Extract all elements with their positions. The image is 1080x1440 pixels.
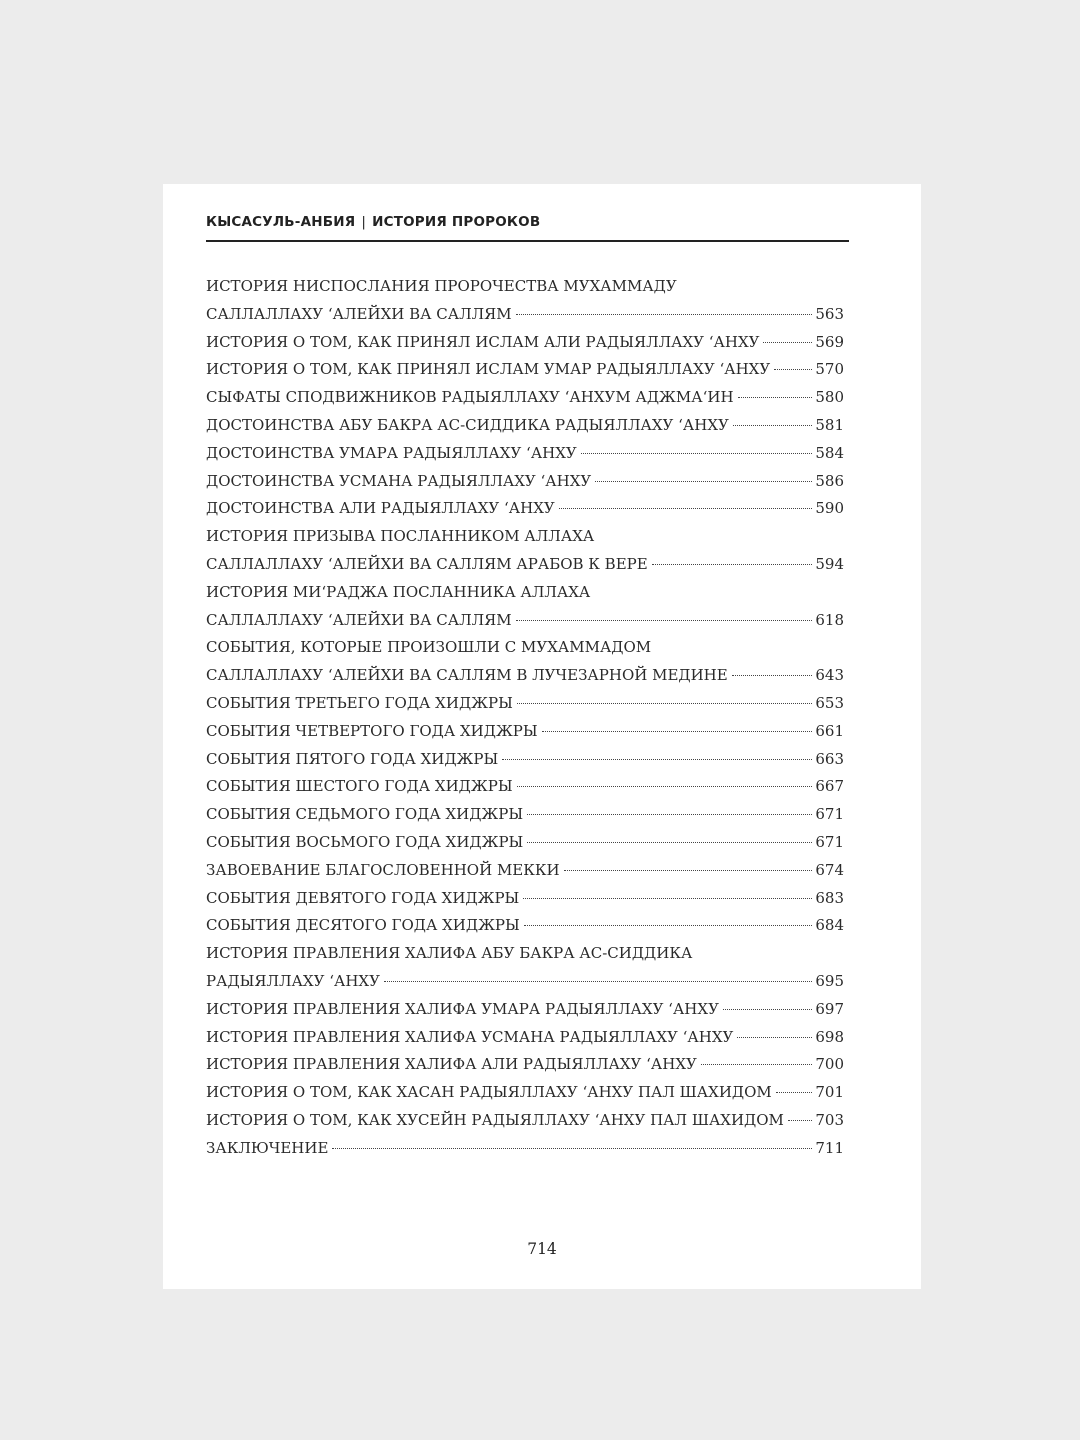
toc-entry-title: СОБЫТИЯ ТРЕТЬЕГО ГОДА ХИДЖРЫ (206, 693, 513, 712)
dot-leader (564, 870, 813, 871)
toc-entry (206, 523, 844, 551)
toc-entry (206, 579, 844, 607)
toc-entry (206, 690, 844, 718)
toc-entry-title: ИСТОРИЯ ПРАВЛЕНИЯ ХАЛИФА УМАРА РАДЫЯЛЛАХУ ʻАНХУ (206, 999, 719, 1018)
toc-entry-title: СОБЫТИЯ ВОСЬМОГО ГОДА ХИДЖРЫ (206, 832, 524, 851)
toc-entry (206, 1024, 844, 1052)
toc-entry-page: 580 (815, 388, 844, 407)
toc-entry-title: ИСТОРИЯ МИʻРАДЖА ПОСЛАННИКА АЛЛАХА (206, 582, 591, 601)
toc-entry-title: САЛЛАЛЛАХУ ʻАЛЕЙХИ ВА САЛЛЯМ АРАБОВ К ВЕРЕ (206, 554, 648, 573)
toc-entry (206, 773, 844, 801)
toc-entry-title: ДОСТОИНСТВА УМАРА РАДЫЯЛЛАХУ ʻАНХУ (206, 443, 577, 462)
dot-leader (652, 564, 813, 565)
header-separator: | (361, 214, 367, 230)
toc-entry-page: 663 (815, 749, 844, 768)
dot-leader (542, 731, 813, 732)
toc-entry (206, 634, 844, 662)
toc-entry (206, 551, 844, 579)
toc-entry-page: 683 (815, 888, 844, 907)
toc-entry-title: ИСТОРИЯ ПРАВЛЕНИЯ ХАЛИФА УСМАНА РАДЫЯЛЛАХУ ʻАНХУ (206, 1027, 734, 1046)
toc-entry (206, 801, 844, 829)
dot-leader (723, 1009, 812, 1010)
toc-entry-page: 695 (815, 971, 844, 990)
dot-leader (516, 314, 813, 315)
toc-entry (206, 1135, 844, 1163)
toc-entry-title: ИСТОРИЯ О ТОМ, КАК ХУСЕЙН РАДЫЯЛЛАХУ ʻАНХУ ПАЛ ШАХИДОМ (206, 1110, 784, 1129)
toc-entry-page: 586 (815, 471, 844, 490)
toc-entry-title: РАДЫЯЛЛАХУ ʻАНХУ (206, 971, 380, 990)
toc-entry-page: 711 (815, 1138, 844, 1157)
table-of-contents (206, 273, 844, 1163)
dot-leader (523, 898, 812, 899)
toc-entry (206, 746, 844, 774)
toc-entry-page: 618 (815, 610, 844, 629)
dot-leader (738, 397, 813, 398)
toc-entry-title: СОБЫТИЯ ДЕВЯТОГО ГОДА ХИДЖРЫ (206, 888, 520, 907)
toc-entry-title: ДОСТОИНСТВА АЛИ РАДЫЯЛЛАХУ ʻАНХУ (206, 499, 555, 518)
toc-entry (206, 940, 844, 968)
toc-entry (206, 495, 844, 523)
toc-entry-page: 581 (815, 415, 844, 434)
toc-entry (206, 273, 844, 301)
toc-entry-page: 594 (815, 554, 844, 573)
toc-entry-title: ЗАВОЕВАНИЕ БЛАГОСЛОВЕННОЙ МЕККИ (206, 860, 560, 879)
dot-leader (701, 1064, 813, 1065)
dot-leader (776, 1092, 813, 1093)
dot-leader (788, 1120, 812, 1121)
toc-entry (206, 885, 844, 913)
toc-entry-title: ИСТОРИЯ НИСПОСЛАНИЯ ПРОРОЧЕСТВА МУХАММАДУ (206, 277, 677, 295)
dot-leader (332, 1148, 812, 1149)
dot-leader (524, 925, 813, 926)
toc-entry-title: САЛЛАЛЛАХУ ʻАЛЕЙХИ ВА САЛЛЯМ (206, 304, 512, 323)
toc-entry (206, 912, 844, 940)
dot-leader (595, 481, 812, 482)
toc-entry-title: ИСТОРИЯ ПРАВЛЕНИЯ ХАЛИФА АЛИ РАДЫЯЛЛАХУ ʻАНХУ (206, 1055, 697, 1074)
toc-entry (206, 412, 844, 440)
dot-leader (517, 703, 813, 704)
toc-entry-page: 671 (815, 805, 844, 824)
toc-entry-title: ИСТОРИЯ О ТОМ, КАК ПРИНЯЛ ИСЛАМ АЛИ РАДЫЯЛЛАХУ ʻАНХУ (206, 332, 760, 351)
dot-leader (732, 675, 813, 676)
dot-leader (527, 814, 812, 815)
toc-entry (206, 1107, 844, 1135)
toc-entry (206, 968, 844, 996)
toc-entry (206, 662, 844, 690)
toc-entry-page: 590 (815, 499, 844, 518)
toc-entry-page: 674 (815, 860, 844, 879)
toc-entry-title: ЗАКЛЮЧЕНИЕ (206, 1138, 329, 1157)
book-subtitle: ИСТОРИЯ ПРОРОКОВ (372, 214, 541, 230)
toc-entry-title: СОБЫТИЯ ДЕСЯТОГО ГОДА ХИДЖРЫ (206, 916, 520, 935)
page-number: 714 (527, 1240, 557, 1258)
toc-entry-title: СОБЫТИЯ, КОТОРЫЕ ПРОИЗОШЛИ С МУХАММАДОМ (206, 638, 652, 657)
toc-entry (206, 384, 844, 412)
toc-entry-page: 563 (815, 304, 844, 323)
toc-entry-title: ДОСТОИНСТВА АБУ БАКРА АС-СИДДИКА РАДЫЯЛЛАХУ ʻАНХУ (206, 415, 729, 434)
toc-entry-title: САЛЛАЛЛАХУ ʻАЛЕЙХИ ВА САЛЛЯМ В ЛУЧЕЗАРНОЙ МЕДИНЕ (206, 666, 728, 685)
toc-entry-title: ИСТОРИЯ ПРИЗЫВА ПОСЛАННИКОМ АЛЛАХА (206, 527, 595, 546)
toc-entry-page: 653 (815, 693, 844, 712)
toc-entry (206, 718, 844, 746)
toc-entry-page: 667 (815, 777, 844, 796)
toc-entry (206, 1079, 844, 1107)
toc-entry-page: 570 (815, 360, 844, 379)
toc-entry-page: 701 (815, 1083, 844, 1102)
dot-leader (384, 981, 812, 982)
toc-entry-title: СОБЫТИЯ ПЯТОГО ГОДА ХИДЖРЫ (206, 749, 499, 768)
toc-entry (206, 857, 844, 885)
toc-entry-title: СОБЫТИЯ ШЕСТОГО ГОДА ХИДЖРЫ (206, 777, 513, 796)
toc-entry-title: СЫФАТЫ СПОДВИЖНИКОВ РАДЫЯЛЛАХУ ʻАНХУМ АДЖМАʻИН (206, 388, 734, 407)
toc-entry-title: САЛЛАЛЛАХУ ʻАЛЕЙХИ ВА САЛЛЯМ (206, 610, 512, 629)
toc-entry-title: ДОСТОИНСТВА УСМАНА РАДЫЯЛЛАХУ ʻАНХУ (206, 471, 592, 490)
dot-leader (559, 508, 813, 509)
toc-entry (206, 356, 844, 384)
dot-leader (763, 342, 812, 343)
toc-entry-page: 684 (815, 916, 844, 935)
toc-entry-page: 700 (815, 1055, 844, 1074)
toc-entry (206, 996, 844, 1024)
toc-entry (206, 301, 844, 329)
running-header (206, 214, 849, 242)
toc-entry (206, 607, 844, 635)
toc-entry-page: 703 (815, 1110, 844, 1129)
dot-leader (502, 759, 812, 760)
toc-entry-title: ИСТОРИЯ О ТОМ, КАК ХАСАН РАДЫЯЛЛАХУ ʻАНХУ ПАЛ ШАХИДОМ (206, 1083, 772, 1102)
toc-entry-title: ИСТОРИЯ ПРАВЛЕНИЯ ХАЛИФА АБУ БАКРА АС-СИДДИКА (206, 944, 693, 963)
toc-entry (206, 829, 844, 857)
toc-entry (206, 329, 844, 357)
dot-leader (774, 369, 812, 370)
toc-entry (206, 1051, 844, 1079)
toc-entry-title: СОБЫТИЯ ЧЕТВЕРТОГО ГОДА ХИДЖРЫ (206, 721, 538, 740)
toc-entry-page: 697 (815, 999, 844, 1018)
dot-leader (516, 620, 813, 621)
toc-entry-page: 671 (815, 832, 844, 851)
toc-entry (206, 468, 844, 496)
toc-entry-page: 698 (815, 1027, 844, 1046)
toc-entry (206, 440, 844, 468)
dot-leader (581, 453, 813, 454)
dot-leader (733, 425, 812, 426)
book-page (163, 184, 921, 1289)
dot-leader (737, 1037, 812, 1038)
toc-entry-page: 569 (815, 332, 844, 351)
book-title: КЫСАСУЛЬ-АНБИЯ (206, 214, 356, 230)
dot-leader (517, 786, 813, 787)
dot-leader (527, 842, 812, 843)
toc-entry-page: 643 (815, 666, 844, 685)
toc-entry-page: 661 (815, 721, 844, 740)
toc-entry-title: СОБЫТИЯ СЕДЬМОГО ГОДА ХИДЖРЫ (206, 805, 524, 824)
toc-entry-title: ИСТОРИЯ О ТОМ, КАК ПРИНЯЛ ИСЛАМ УМАР РАДЫЯЛЛАХУ ʻАНХУ (206, 360, 771, 379)
toc-entry-page: 584 (815, 443, 844, 462)
